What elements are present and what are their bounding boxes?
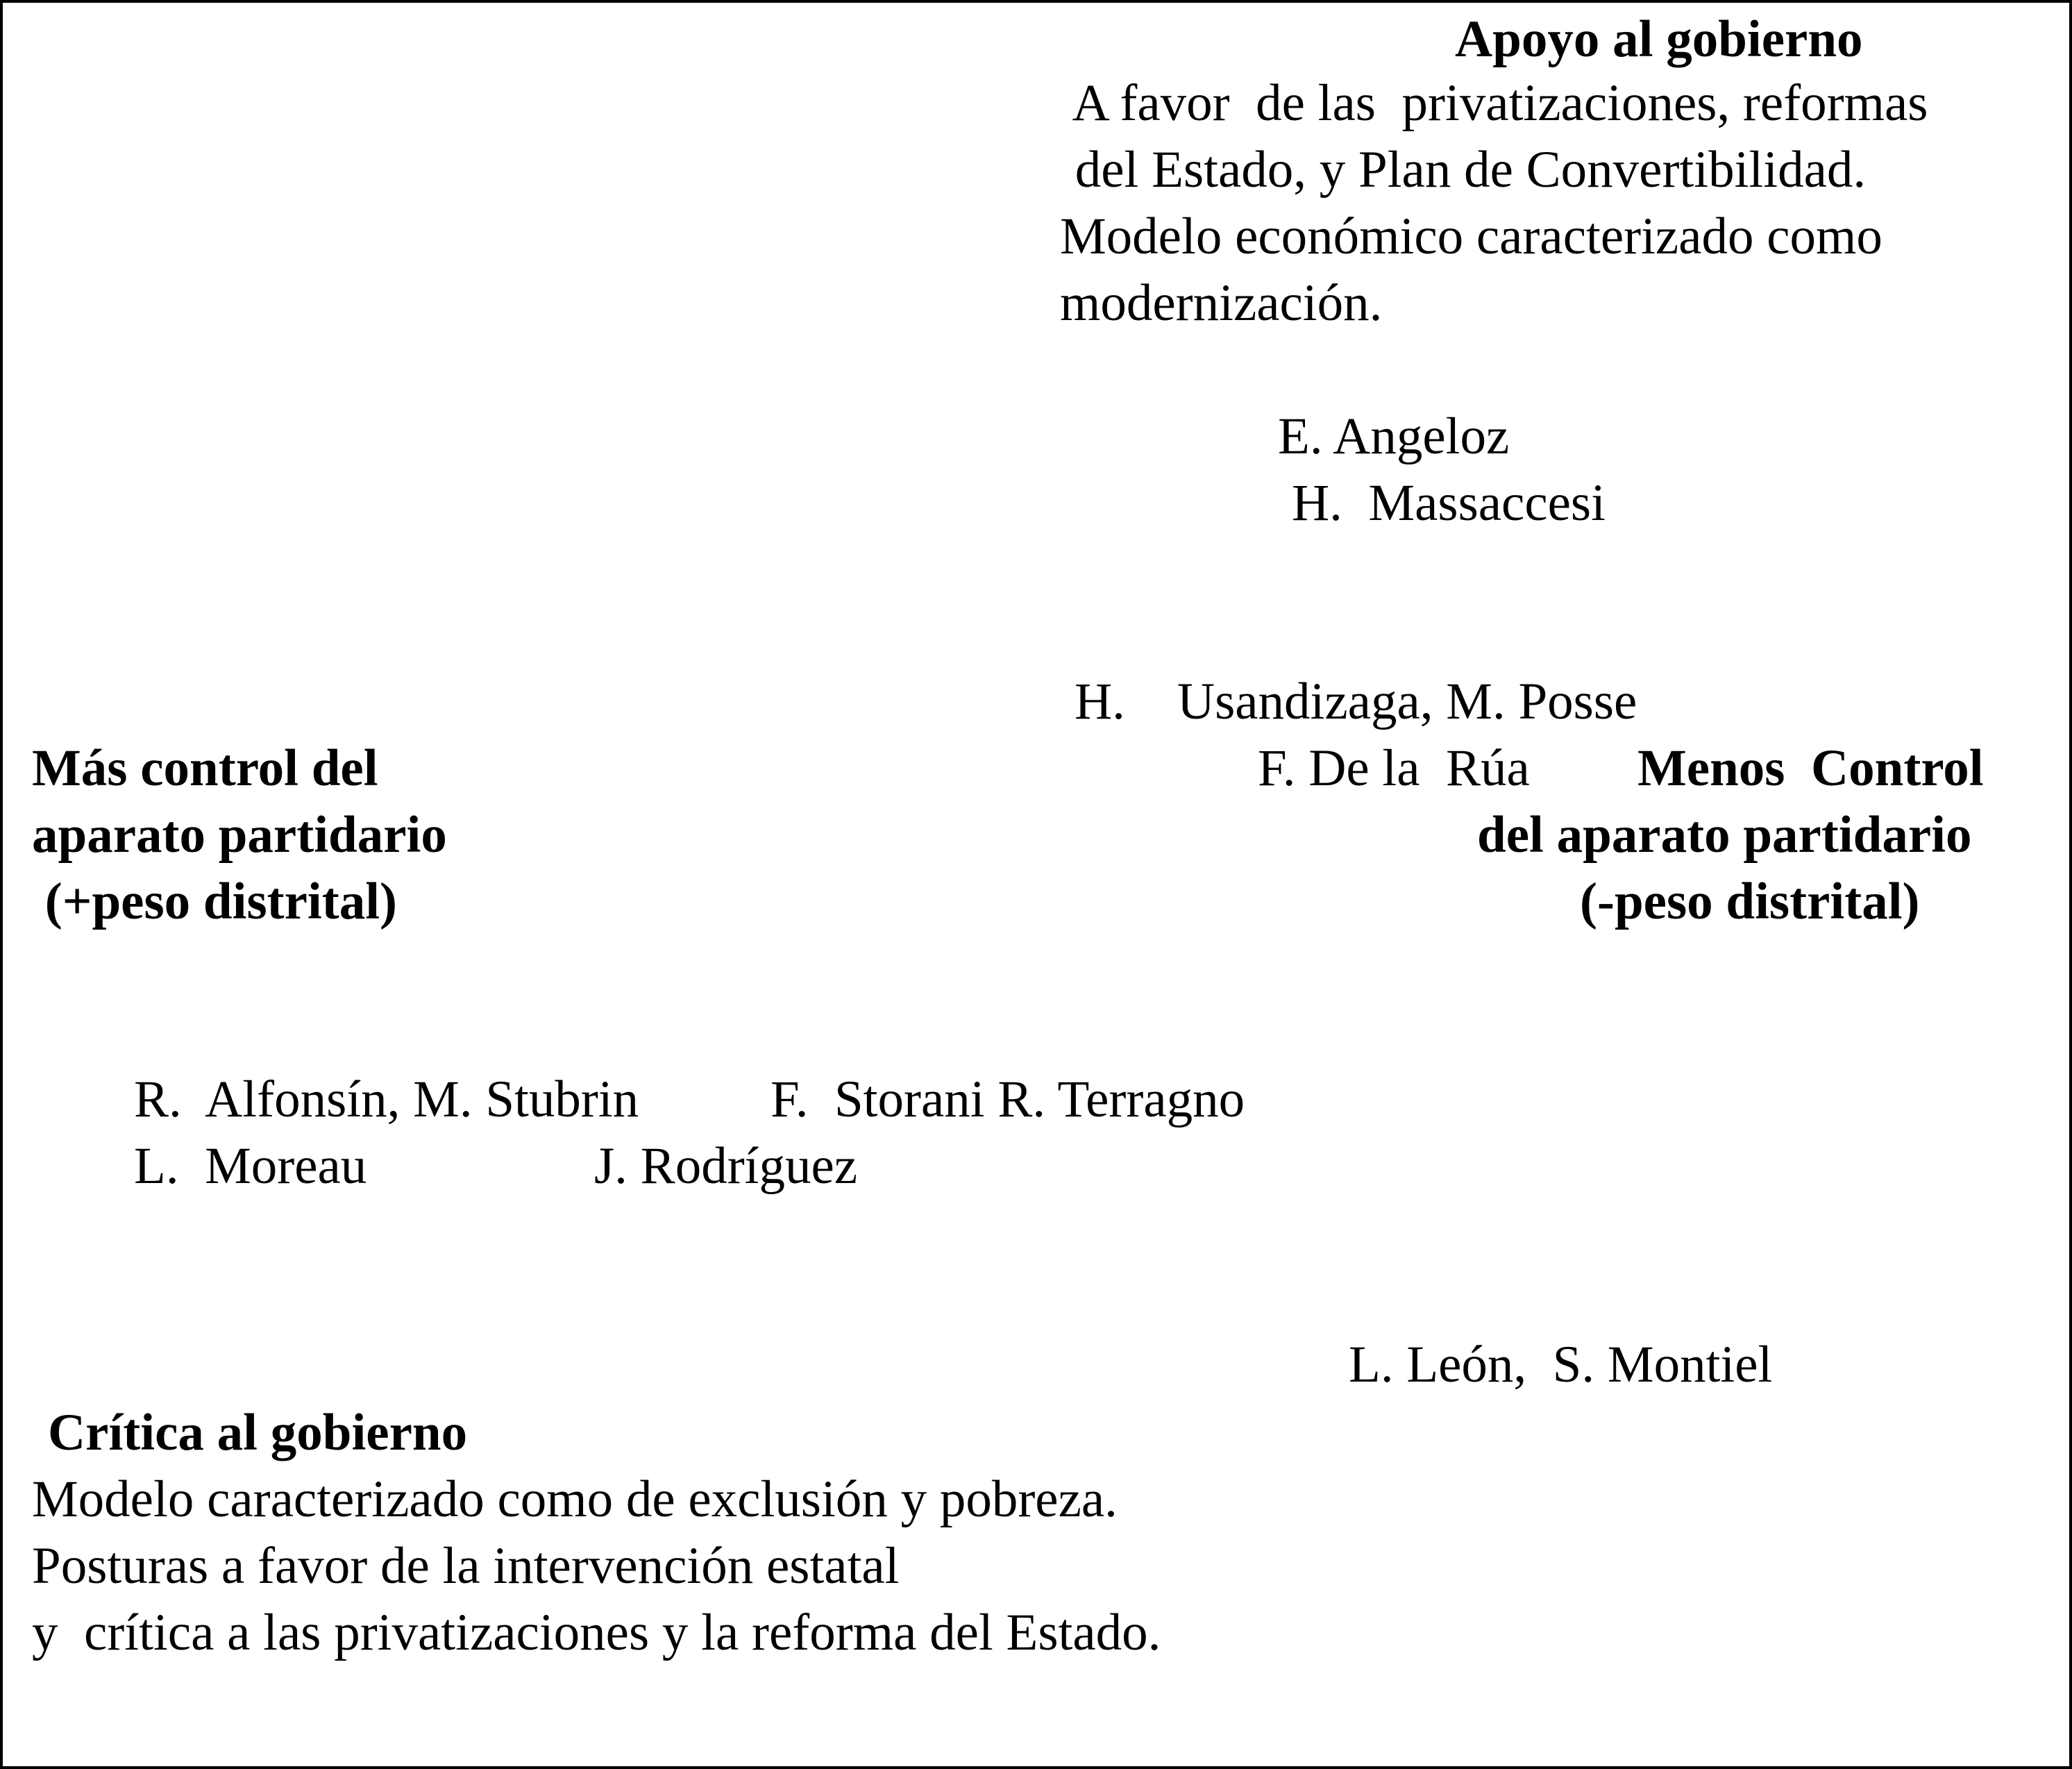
leader-de-la-rua: F. De la Rúa [1258, 739, 1530, 797]
bottom-pole-line-3: y crítica a las privatizaciones y la reforma del Estado. [32, 1604, 1161, 1661]
top-pole-line-4: modernización. [1060, 274, 1383, 332]
leader-leon-montiel: L. León, S. Montiel [1349, 1336, 1773, 1393]
leader-moreau: L. Moreau [134, 1137, 367, 1195]
top-pole-title: Apoyo al gobierno [1455, 10, 1863, 68]
leader-massaccesi: H. Massaccesi [1292, 474, 1606, 532]
left-pole-line-2: aparato partidario [32, 806, 447, 864]
right-pole-line-2: del aparato partidario [1477, 806, 1972, 864]
top-pole-line-1: A favor de las privatizaciones, reformas [1062, 74, 1928, 132]
right-pole-line-1: Menos Control [1637, 739, 1984, 797]
bottom-pole-title: Crítica al gobierno [48, 1404, 468, 1461]
leader-rodriguez: J. Rodríguez [594, 1137, 858, 1195]
leader-angeloz: E. Angeloz [1278, 408, 1510, 465]
top-pole-line-3: Modelo económico caracterizado como [1060, 208, 1883, 265]
left-pole-line-3: (+peso distrital) [32, 873, 398, 930]
bottom-pole-line-1: Modelo caracterizado como de exclusión y pobreza. [32, 1470, 1118, 1528]
leader-alfonsin-stubrin: R. Alfonsín, M. Stubrin [134, 1071, 639, 1128]
leader-storani-terragno: F. Storani R. Terragno [770, 1071, 1245, 1128]
left-pole-line-1: Más control del [32, 739, 378, 797]
leader-usandizaga-posse: H. Usandizaga, M. Posse [1075, 673, 1637, 730]
bottom-pole-line-2: Posturas a favor de la intervención estatal [32, 1537, 900, 1595]
top-pole-line-2: del Estado, y Plan de Convertibilidad. [1062, 141, 1867, 199]
right-pole-line-3: (-peso distrital) [1580, 873, 1920, 930]
